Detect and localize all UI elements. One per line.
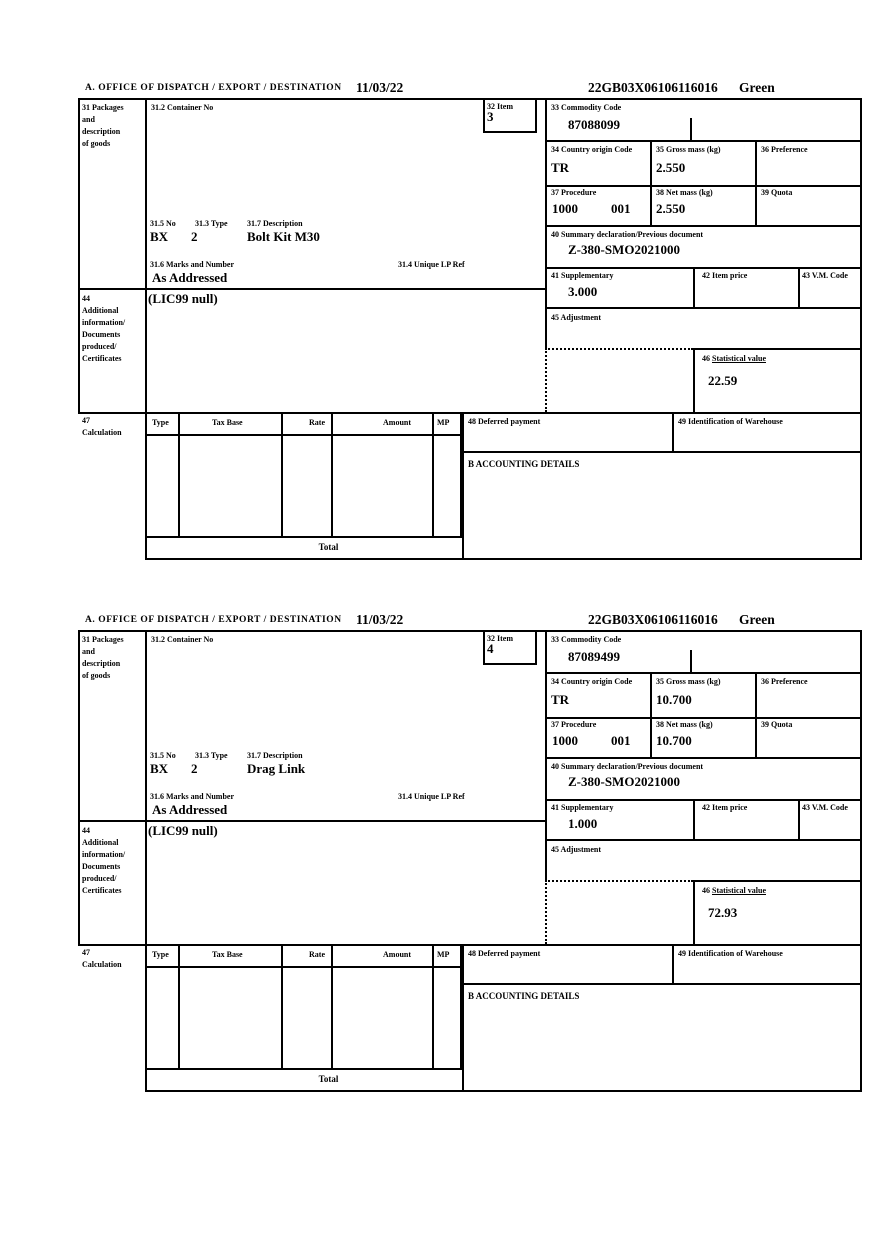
adjustment-label: 45 Adjustment: [551, 845, 602, 854]
supplementary-label: 41 Supplementary: [551, 271, 614, 280]
box44-label-line6: Certificates: [82, 886, 122, 895]
supplementary-value: 3.000: [568, 284, 598, 299]
box31-label-line4: of goods: [82, 139, 111, 148]
country-origin-value: TR: [551, 692, 570, 707]
grid-line: [798, 799, 800, 839]
calc-col-mp: MP: [437, 950, 450, 959]
box44-label-line5: produced/: [82, 342, 117, 351]
supplementary-value: 1.000: [568, 816, 598, 831]
procedure-label: 37 Procedure: [551, 188, 597, 197]
package-no-value: BX: [150, 761, 169, 776]
commodity-code-value: 87089499: [568, 649, 620, 664]
statistical-value-label: [702, 885, 766, 897]
marks-label: 31.6 Marks and Number: [150, 260, 235, 269]
calc-col-mp: MP: [437, 418, 450, 427]
gross-mass-label: 35 Gross mass (kg): [656, 677, 721, 686]
grid-line: [693, 880, 862, 882]
unique-lp-ref-label: 31.4 Unique LP Ref: [398, 792, 465, 801]
grid-line: [545, 757, 862, 759]
grid-line: [78, 98, 80, 412]
box44-label-line3: information/: [82, 318, 126, 327]
package-type-label: 31.3 Type: [195, 219, 228, 228]
description-value: Bolt Kit M30: [247, 229, 320, 244]
grid-line: [693, 267, 695, 307]
dotted-divider: [545, 348, 547, 412]
calculation-table: [145, 412, 462, 538]
grid-line: [755, 672, 757, 757]
previous-document-label: 40 Summary declaration/Previous document: [551, 762, 704, 771]
grid-line: [545, 267, 862, 269]
total-label: Total: [318, 1074, 339, 1084]
warehouse-id-label: 49 Identification of Warehouse: [678, 417, 783, 426]
statistical-value-text: Statistical value: [712, 354, 766, 363]
box44-label-line4: Documents: [82, 862, 121, 871]
marks-value: As Addressed: [152, 802, 228, 817]
commodity-code-divider: [690, 118, 692, 140]
grid-line: [545, 140, 862, 142]
box44-label-line2: Additional: [82, 306, 119, 315]
unique-lp-ref-label: 31.4 Unique LP Ref: [398, 260, 465, 269]
commodity-code-label: 33 Commodity Code: [551, 103, 622, 112]
package-no-value: BX: [150, 229, 169, 244]
procedure-value-1: 1000: [552, 201, 578, 216]
calc-col-amount: Amount: [383, 950, 412, 959]
item-block-2: [78, 612, 864, 1096]
calculation-table: [145, 944, 462, 1070]
grid-line: [331, 946, 333, 1068]
grid-line: [798, 267, 800, 307]
box44-label-line1: 44: [82, 826, 90, 835]
gross-mass-value: 10.700: [656, 692, 692, 707]
accounting-details-label: B ACCOUNTING DETAILS: [468, 991, 580, 1001]
package-no-label: 31.5 No: [150, 219, 176, 228]
commodity-code-divider: [690, 650, 692, 672]
country-origin-value: TR: [551, 160, 570, 175]
grid-line: [860, 630, 862, 1092]
item-label: 32 Item: [487, 634, 513, 643]
declaration-grid: [78, 630, 864, 1096]
grid-line: [178, 414, 180, 536]
net-mass-value: 10.700: [656, 733, 692, 748]
additional-info-value: (LIC99 null): [148, 823, 218, 838]
box44-label-line5: produced/: [82, 874, 117, 883]
grid-line: [147, 966, 460, 968]
box44-label-line6: Certificates: [82, 354, 122, 363]
statistical-value-value: 22.59: [708, 373, 738, 388]
adjustment-label: 45 Adjustment: [551, 313, 602, 322]
previous-document-value: Z-380-SMO2021000: [568, 774, 680, 789]
dotted-divider: [545, 880, 693, 882]
box31-label-line2: and: [82, 115, 95, 124]
grid-line: [860, 98, 862, 560]
description-label: 31.7 Description: [247, 219, 303, 228]
grid-line: [650, 140, 652, 225]
item-number-value: 3: [487, 109, 494, 124]
previous-document-value: Z-380-SMO2021000: [568, 242, 680, 257]
calc-col-rate: Rate: [309, 950, 325, 959]
grid-line: [693, 348, 695, 412]
container-no-label: 31.2 Container No: [151, 635, 214, 644]
container-no-label: 31.2 Container No: [151, 103, 214, 112]
additional-info-value: (LIC99 null): [148, 291, 218, 306]
commodity-code-label: 33 Commodity Code: [551, 635, 622, 644]
package-type-value: 2: [191, 761, 198, 776]
declaration-grid: [78, 98, 864, 564]
quota-label: 39 Quota: [761, 188, 793, 197]
box44-label-line3: information/: [82, 850, 126, 859]
procedure-value-2: 001: [611, 733, 631, 748]
net-mass-label: 38 Net mass (kg): [656, 720, 713, 729]
procedure-value-1: 1000: [552, 733, 578, 748]
procedure-value-2: 001: [611, 201, 631, 216]
item-number-value: 4: [487, 641, 494, 656]
commodity-code-value: 87088099: [568, 117, 620, 132]
box31-label-line3: description: [82, 659, 121, 668]
package-type-label: 31.3 Type: [195, 751, 228, 760]
grid-line: [78, 630, 862, 632]
grid-line: [693, 348, 862, 350]
grid-line: [545, 672, 862, 674]
grid-line: [78, 630, 80, 944]
procedure-label: 37 Procedure: [551, 720, 597, 729]
package-no-label: 31.5 No: [150, 751, 176, 760]
grid-line: [145, 1090, 862, 1092]
box31-label-line3: description: [82, 127, 121, 136]
marks-value: As Addressed: [152, 270, 228, 285]
routing-status: Green: [739, 80, 775, 95]
box44-label-line1: 44: [82, 294, 90, 303]
supplementary-label: 41 Supplementary: [551, 803, 614, 812]
warehouse-id-label: 49 Identification of Warehouse: [678, 949, 783, 958]
statistical-value-text: Statistical value: [712, 886, 766, 895]
net-mass-value: 2.550: [656, 201, 686, 216]
routing-status: Green: [739, 612, 775, 627]
net-mass-label: 38 Net mass (kg): [656, 188, 713, 197]
grid-line: [755, 140, 757, 225]
item-block-1: [78, 80, 864, 564]
grid-line: [545, 630, 547, 880]
grid-line: [650, 672, 652, 757]
statistical-value-number: 46: [702, 886, 710, 895]
office-of-dispatch-label: A. OFFICE OF DISPATCH / EXPORT / DESTINATION: [85, 615, 342, 625]
box44-label-line4: Documents: [82, 330, 121, 339]
quota-label: 39 Quota: [761, 720, 793, 729]
grid-line: [78, 820, 547, 822]
item-price-label: 42 Item price: [702, 803, 748, 812]
description-value: Drag Link: [247, 761, 306, 776]
box31-label-line1: 31 Packages: [82, 635, 124, 644]
calc-col-type: Type: [152, 950, 169, 959]
grid-line: [331, 414, 333, 536]
grid-line: [147, 434, 460, 436]
calc-col-amount: Amount: [383, 418, 412, 427]
statistical-value-label: [702, 353, 766, 365]
box31-label-line1: 31 Packages: [82, 103, 124, 112]
item-price-label: 42 Item price: [702, 271, 748, 280]
grid-line: [145, 558, 862, 560]
country-origin-label: 34 Country origin Code: [551, 677, 633, 686]
grid-line: [693, 880, 695, 944]
accounting-details-label: B ACCOUNTING DETAILS: [468, 459, 580, 469]
grid-line: [545, 307, 862, 309]
item-label: 32 Item: [487, 102, 513, 111]
office-of-dispatch-label: A. OFFICE OF DISPATCH / EXPORT / DESTINATION: [85, 83, 342, 93]
box47-label-line1: 47: [82, 416, 90, 425]
dotted-divider: [545, 348, 693, 350]
vm-code-label: 43 V.M. Code: [802, 803, 848, 812]
grid-line: [281, 946, 283, 1068]
description-label: 31.7 Description: [247, 751, 303, 760]
country-origin-label: 34 Country origin Code: [551, 145, 633, 154]
vm-code-label: 43 V.M. Code: [802, 271, 848, 280]
deferred-payment-label: 48 Deferred payment: [468, 949, 541, 958]
declaration-date: 11/03/22: [356, 80, 404, 95]
gross-mass-value: 2.550: [656, 160, 686, 175]
box47-label-line2: Calculation: [82, 428, 122, 437]
package-type-value: 2: [191, 229, 198, 244]
calc-col-rate: Rate: [309, 418, 325, 427]
calc-col-type: Type: [152, 418, 169, 427]
grid-line: [432, 946, 434, 1068]
gross-mass-label: 35 Gross mass (kg): [656, 145, 721, 154]
declaration-date: 11/03/22: [356, 612, 404, 627]
dotted-divider: [545, 880, 547, 944]
box47-label-line2: Calculation: [82, 960, 122, 969]
grid-line: [545, 839, 862, 841]
declaration-reference: 22GB03X06106116016: [588, 80, 718, 95]
grid-line: [78, 98, 862, 100]
grid-line: [178, 946, 180, 1068]
grid-line: [78, 288, 547, 290]
preference-label: 36 Preference: [761, 677, 808, 686]
grid-line: [545, 98, 547, 348]
box31-label-line2: and: [82, 647, 95, 656]
grid-line: [545, 799, 862, 801]
grid-line: [545, 225, 862, 227]
box47-label-line1: 47: [82, 948, 90, 957]
statistical-value-value: 72.93: [708, 905, 738, 920]
deferred-payment-label: 48 Deferred payment: [468, 417, 541, 426]
box31-label-line4: of goods: [82, 671, 111, 680]
preference-label: 36 Preference: [761, 145, 808, 154]
calc-col-tax-base: Tax Base: [212, 418, 243, 427]
grid-line: [693, 799, 695, 839]
marks-label: 31.6 Marks and Number: [150, 792, 235, 801]
total-label: Total: [318, 542, 339, 552]
calc-col-tax-base: Tax Base: [212, 950, 243, 959]
grid-line: [281, 414, 283, 536]
declaration-reference: 22GB03X06106116016: [588, 612, 718, 627]
previous-document-label: 40 Summary declaration/Previous document: [551, 230, 704, 239]
box44-label-line2: Additional: [82, 838, 119, 847]
statistical-value-number: 46: [702, 354, 710, 363]
grid-line: [432, 414, 434, 536]
